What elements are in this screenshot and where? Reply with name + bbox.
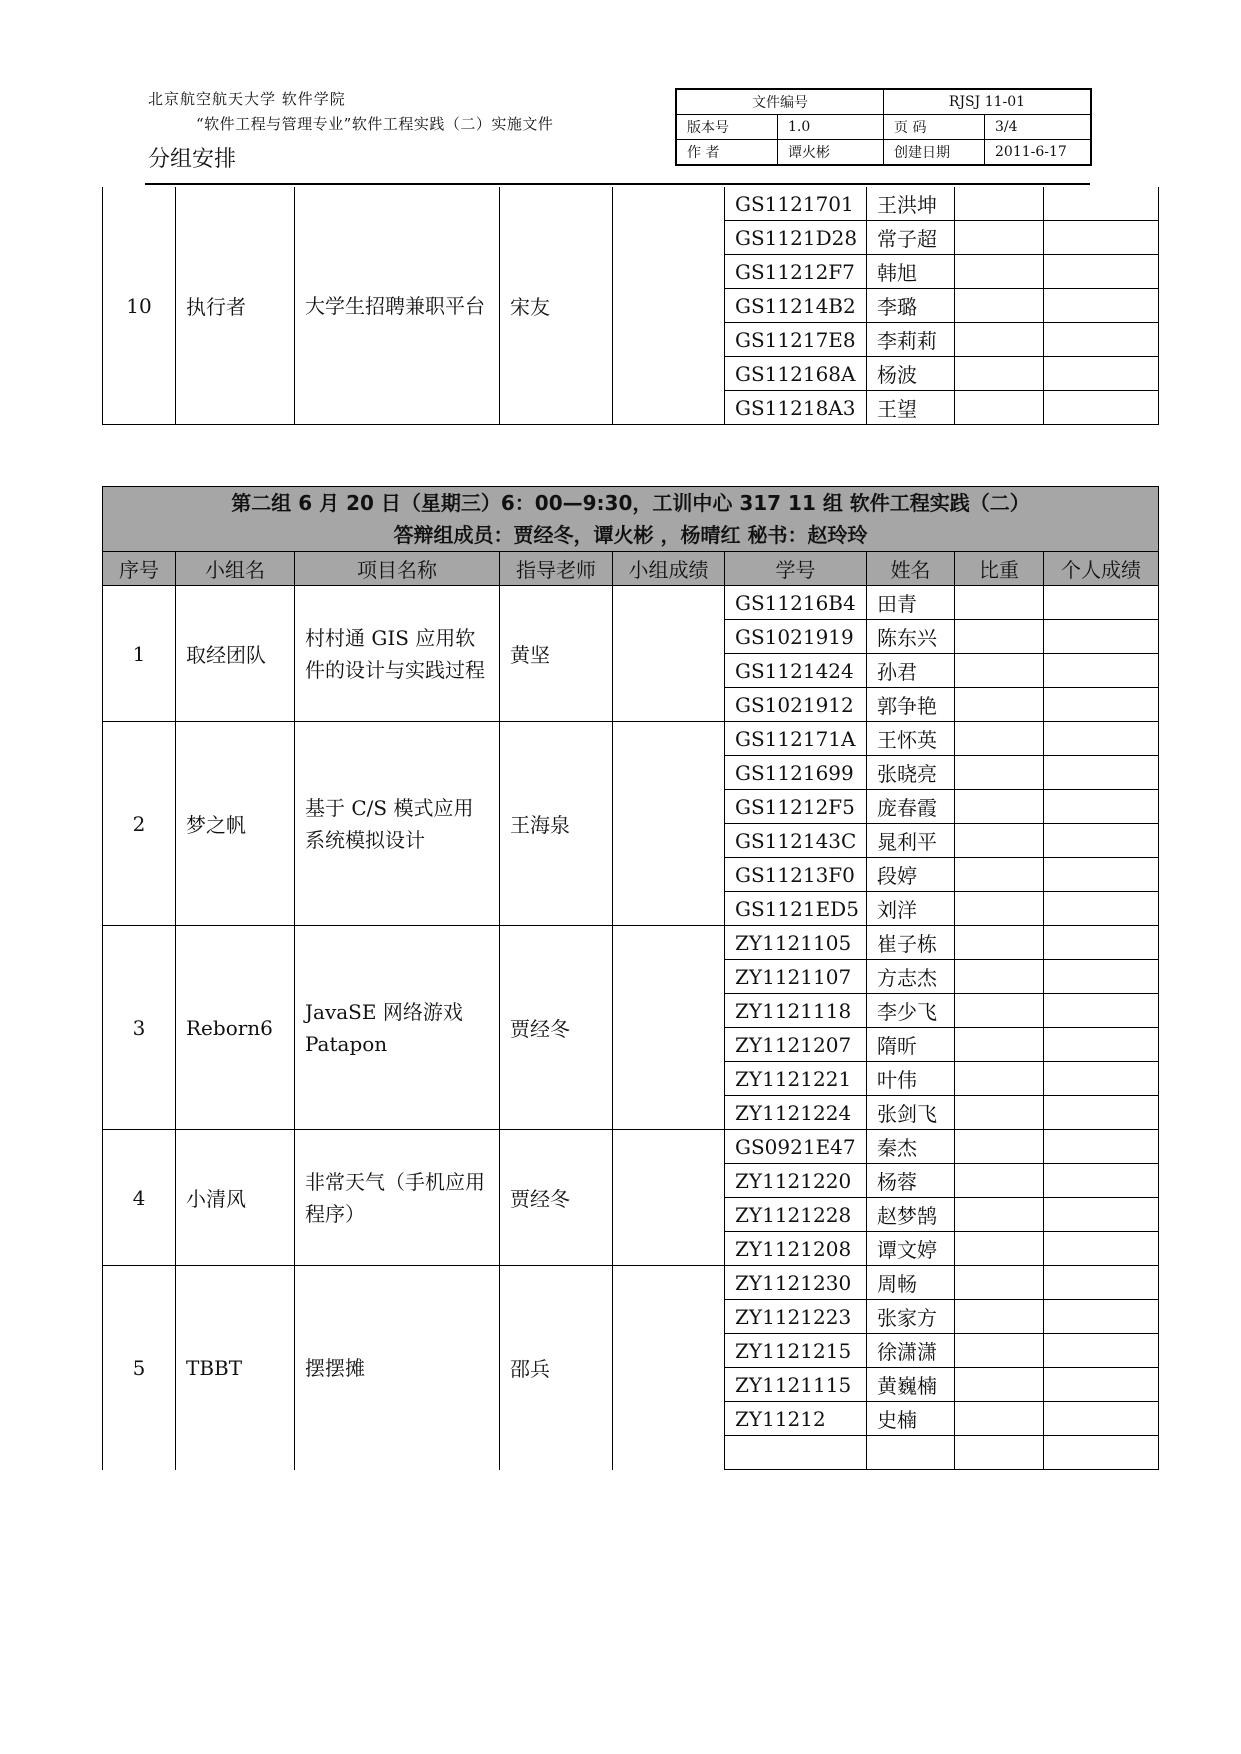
project-name: 非常天气（手机应用程序）: [295, 1130, 500, 1266]
group-score: [613, 586, 725, 722]
table-row: [103, 926, 1159, 960]
weight-cell: [955, 1402, 1044, 1436]
session-info: 第二组 6 月 20 日（星期三）6：00—9:30，工训中心 317 11 组 软件工程实践（二）: [231, 491, 1030, 515]
weight-cell: [955, 1164, 1044, 1198]
student-id: ZY1121207: [725, 1028, 867, 1062]
weight-cell: [955, 1300, 1044, 1334]
student-id: GS112171A: [725, 722, 867, 756]
weight-cell: [955, 790, 1044, 824]
personal-score-cell: [1044, 289, 1159, 323]
student-name: 秦杰: [867, 1130, 955, 1164]
student-name: 张家方: [867, 1300, 955, 1334]
session-banner: [103, 487, 1159, 552]
student-name: 张晓亮: [867, 756, 955, 790]
weight-cell: [955, 255, 1044, 289]
personal-score-cell: [1044, 1300, 1159, 1334]
col-header: 小组成绩: [613, 552, 725, 586]
student-id: ZY1121223: [725, 1300, 867, 1334]
advisor-name: 黄坚: [500, 586, 613, 722]
team-name: Reborn6: [176, 926, 295, 1130]
weight-cell: [955, 187, 1044, 221]
student-name: 常子超: [867, 221, 955, 255]
document-info-table: [675, 88, 1092, 166]
student-id: ZY1121215: [725, 1334, 867, 1368]
table-row: [103, 1130, 1159, 1164]
col-header: 序号: [103, 552, 176, 586]
student-id: ZY1121230: [725, 1266, 867, 1300]
student-name: 周畅: [867, 1266, 955, 1300]
weight-cell: [955, 1198, 1044, 1232]
student-id: GS1121701: [725, 187, 867, 221]
author-value: 谭火彬: [778, 140, 884, 166]
student-name: 杨波: [867, 357, 955, 391]
weight-cell: [955, 1096, 1044, 1130]
student-name: 张剑飞: [867, 1096, 955, 1130]
column-header-row: [103, 552, 1159, 586]
group-score: [613, 722, 725, 926]
team-name: 梦之帆: [176, 722, 295, 926]
section-title: 分组安排: [148, 147, 237, 172]
student-name: 段婷: [867, 858, 955, 892]
weight-cell: [955, 1334, 1044, 1368]
student-name: 王望: [867, 391, 955, 425]
student-id: ZY1121118: [725, 994, 867, 1028]
personal-score-cell: [1044, 960, 1159, 994]
personal-score-cell: [1044, 688, 1159, 722]
personal-score-cell: [1044, 187, 1159, 221]
personal-score-cell: [1044, 255, 1159, 289]
student-id: GS1021912: [725, 688, 867, 722]
personal-score-cell: [1044, 221, 1159, 255]
personal-score-cell: [1044, 1028, 1159, 1062]
weight-cell: [955, 688, 1044, 722]
student-id: GS0921E47: [725, 1130, 867, 1164]
student-name: [867, 1436, 955, 1470]
col-header: 项目名称: [295, 552, 500, 586]
student-name: 陈东兴: [867, 620, 955, 654]
student-id: GS112143C: [725, 824, 867, 858]
student-id: GS112168A: [725, 357, 867, 391]
student-id: ZY1121224: [725, 1096, 867, 1130]
personal-score-cell: [1044, 1062, 1159, 1096]
student-name: 谭文婷: [867, 1232, 955, 1266]
project-name: JavaSE 网络游戏 Patapon: [295, 926, 500, 1130]
student-name: 田青: [867, 586, 955, 620]
weight-cell: [955, 824, 1044, 858]
weight-cell: [955, 1436, 1044, 1470]
student-id: GS11216B4: [725, 586, 867, 620]
weight-cell: [955, 654, 1044, 688]
weight-cell: [955, 323, 1044, 357]
student-name: 史楠: [867, 1402, 955, 1436]
group-number: 5: [103, 1266, 176, 1470]
student-id: GS11213F0: [725, 858, 867, 892]
project-name: 基于 C/S 模式应用系统模拟设计: [295, 722, 500, 926]
advisor-name: 贾经冬: [500, 1130, 613, 1266]
personal-score-cell: [1044, 620, 1159, 654]
version-value: 1.0: [778, 115, 884, 140]
file-no-value: RJSJ 11-01: [884, 89, 1092, 115]
student-name: 郭争艳: [867, 688, 955, 722]
weight-cell: [955, 1062, 1044, 1096]
personal-score-cell: [1044, 1402, 1159, 1436]
school-name: 北京航空航天大学 软件学院: [148, 90, 346, 108]
student-name: 方志杰: [867, 960, 955, 994]
student-id: GS1121699: [725, 756, 867, 790]
student-name: 叶伟: [867, 1062, 955, 1096]
student-id: GS11218A3: [725, 391, 867, 425]
student-id: GS11217E8: [725, 323, 867, 357]
weight-cell: [955, 1130, 1044, 1164]
weight-cell: [955, 960, 1044, 994]
student-name: 韩旭: [867, 255, 955, 289]
personal-score-cell: [1044, 824, 1159, 858]
weight-cell: [955, 221, 1044, 255]
project-name: 大学生招聘兼职平台: [295, 187, 500, 425]
weight-cell: [955, 858, 1044, 892]
personal-score-cell: [1044, 1232, 1159, 1266]
group-score: [613, 187, 725, 425]
personal-score-cell: [1044, 858, 1159, 892]
table-row: [103, 1266, 1159, 1300]
version-label: 版本号: [676, 115, 778, 140]
author-label: 作 者: [676, 140, 778, 166]
student-name: 庞春霞: [867, 790, 955, 824]
weight-cell: [955, 586, 1044, 620]
col-header: 比重: [955, 552, 1044, 586]
student-name: 王洪坤: [867, 187, 955, 221]
personal-score-cell: [1044, 926, 1159, 960]
weight-cell: [955, 1028, 1044, 1062]
document-subtitle: “软件工程与管理专业”软件工程实践（二）实施文件: [196, 115, 554, 133]
team-name: 执行者: [176, 187, 295, 425]
student-name: 王怀英: [867, 722, 955, 756]
student-id: ZY1121105: [725, 926, 867, 960]
student-name: 晁利平: [867, 824, 955, 858]
student-name: 赵梦鹄: [867, 1198, 955, 1232]
group-number: 1: [103, 586, 176, 722]
document-header: [148, 88, 553, 173]
personal-score-cell: [1044, 654, 1159, 688]
student-id: GS1021919: [725, 620, 867, 654]
col-header: 姓名: [867, 552, 955, 586]
student-name: 隋昕: [867, 1028, 955, 1062]
team-name: 取经团队: [176, 586, 295, 722]
student-name: 崔子栋: [867, 926, 955, 960]
header-divider: [145, 183, 1090, 185]
date-value: 2011-6-17: [985, 140, 1092, 166]
date-label: 创建日期: [884, 140, 985, 166]
col-header: 指导老师: [500, 552, 613, 586]
col-header: 小组名: [176, 552, 295, 586]
student-name: 黄巍楠: [867, 1368, 955, 1402]
student-id: ZY11212: [725, 1402, 867, 1436]
student-id: ZY1121208: [725, 1232, 867, 1266]
weight-cell: [955, 892, 1044, 926]
weight-cell: [955, 391, 1044, 425]
personal-score-cell: [1044, 892, 1159, 926]
personal-score-cell: [1044, 1198, 1159, 1232]
student-id: ZY1121220: [725, 1164, 867, 1198]
group-number: 2: [103, 722, 176, 926]
student-id: ZY1121107: [725, 960, 867, 994]
personal-score-cell: [1044, 1130, 1159, 1164]
student-id: GS11212F5: [725, 790, 867, 824]
weight-cell: [955, 722, 1044, 756]
student-id: GS11212F7: [725, 255, 867, 289]
weight-cell: [955, 620, 1044, 654]
table-row: [103, 187, 1159, 221]
personal-score-cell: [1044, 994, 1159, 1028]
personal-score-cell: [1044, 790, 1159, 824]
personal-score-cell: [1044, 1368, 1159, 1402]
student-name: 杨蓉: [867, 1164, 955, 1198]
table-row: [103, 586, 1159, 620]
personal-score-cell: [1044, 1334, 1159, 1368]
student-name: 李少飞: [867, 994, 955, 1028]
weight-cell: [955, 289, 1044, 323]
file-no-label: 文件编号: [676, 89, 884, 115]
personal-score-cell: [1044, 323, 1159, 357]
personal-score-cell: [1044, 586, 1159, 620]
advisor-name: 王海泉: [500, 722, 613, 926]
group-number: 4: [103, 1130, 176, 1266]
student-name: 李璐: [867, 289, 955, 323]
personal-score-cell: [1044, 1164, 1159, 1198]
group-number: 3: [103, 926, 176, 1130]
student-id: ZY1121228: [725, 1198, 867, 1232]
project-name: 摆摆摊: [295, 1266, 500, 1470]
student-name: 徐潇潇: [867, 1334, 955, 1368]
advisor-name: 邵兵: [500, 1266, 613, 1470]
page-label: 页 码: [884, 115, 985, 140]
weight-cell: [955, 994, 1044, 1028]
weight-cell: [955, 1232, 1044, 1266]
group10-table: [102, 187, 1159, 425]
table-row: [103, 722, 1159, 756]
personal-score-cell: [1044, 1096, 1159, 1130]
personal-score-cell: [1044, 391, 1159, 425]
personal-score-cell: [1044, 756, 1159, 790]
weight-cell: [955, 1368, 1044, 1402]
personal-score-cell: [1044, 357, 1159, 391]
weight-cell: [955, 1266, 1044, 1300]
student-id: [725, 1436, 867, 1470]
weight-cell: [955, 756, 1044, 790]
student-id: GS11214B2: [725, 289, 867, 323]
group-number: 10: [103, 187, 176, 425]
weight-cell: [955, 926, 1044, 960]
personal-score-cell: [1044, 1266, 1159, 1300]
weight-cell: [955, 357, 1044, 391]
advisor-name: 贾经冬: [500, 926, 613, 1130]
personal-score-cell: [1044, 1436, 1159, 1470]
panel-members: 答辩组成员：贾经冬，谭火彬 ，杨晴红 秘书：赵玲玲: [393, 523, 868, 547]
student-name: 孙君: [867, 654, 955, 688]
group-score: [613, 926, 725, 1130]
team-name: TBBT: [176, 1266, 295, 1470]
col-header: 个人成绩: [1044, 552, 1159, 586]
project-name: 村村通 GIS 应用软件的设计与实践过程: [295, 586, 500, 722]
second-group-table: [102, 486, 1159, 1470]
page-value: 3/4: [985, 115, 1092, 140]
personal-score-cell: [1044, 722, 1159, 756]
group-score: [613, 1130, 725, 1266]
student-id: ZY1121115: [725, 1368, 867, 1402]
student-id: ZY1121221: [725, 1062, 867, 1096]
student-id: GS1121ED5: [725, 892, 867, 926]
team-name: 小清风: [176, 1130, 295, 1266]
student-id: GS1121D28: [725, 221, 867, 255]
col-header: 学号: [725, 552, 867, 586]
student-id: GS1121424: [725, 654, 867, 688]
advisor-name: 宋友: [500, 187, 613, 425]
student-name: 刘洋: [867, 892, 955, 926]
student-name: 李莉莉: [867, 323, 955, 357]
group-score: [613, 1266, 725, 1470]
